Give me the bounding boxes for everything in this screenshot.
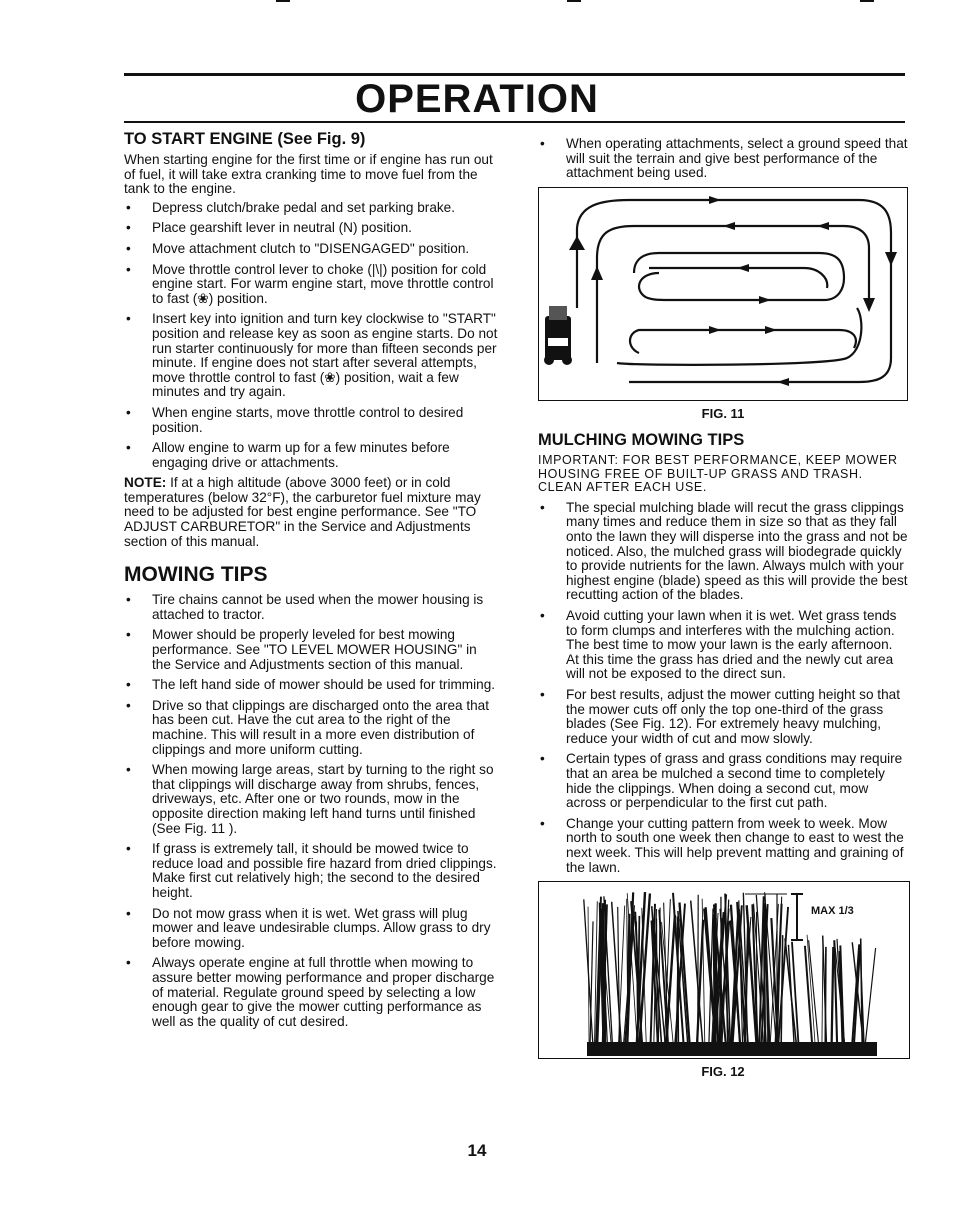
list-item: • Change your cutting pattern from week to week. Mow north to south one week then change to east to west the next week. This will help prevent matting and graining of the lawn. — [538, 817, 908, 875]
title-underline — [124, 121, 905, 123]
list-item: • The special mulching blade will recut the grass clippings many times and reduce them in size so that as they fall onto the lawn they will disperse into the grass and not be noticed. Also, the mulched grass will biodegrade quickly to provide nutrients for the lawn. Always mulch with your highest engine (blade) speed as this will provide the best recutting action of the blades. — [538, 501, 908, 603]
fig12-grass-height — [538, 881, 910, 1059]
start-engine-list — [124, 201, 499, 471]
max-one-third-label: MAX 1/3 — [811, 905, 854, 918]
list-item: • Place gearshift lever in neutral (N) position. — [124, 221, 499, 236]
list-item: • Mower should be properly leveled for best mowing performance. See "TO LEVEL MOWER HOUSING" in the Service and Adjustments section of this manual. — [124, 628, 499, 672]
attachment-list — [538, 137, 908, 181]
note-label: NOTE: — [124, 475, 167, 491]
mulching-tips-heading: MULCHING MOWING TIPS — [538, 431, 745, 450]
list-item: • When engine starts, move throttle control to desired position. — [124, 406, 499, 435]
list-item: • Certain types of grass and grass conditions may require that an area be mulched a second time to completely hide the clippings. When doing a second cut, mow across or perpendicular to the first cut path. — [538, 752, 908, 810]
list-item: • Depress clutch/brake pedal and set parking brake. — [124, 201, 499, 216]
note-text: If at a high altitude (above 3000 feet) or in cold temperatures (below 32°F), the carburetor fuel mixture may need to be adjusted for best engine performance. See "TO ADJUST CARBURETOR" in the Service and Adjustments section of this manual. — [124, 475, 481, 549]
fig12-caption: FIG. 12 — [701, 1064, 745, 1080]
list-item: • Always operate engine at full throttle when mowing to assure better mowing performance and proper discharge of material. Regulate ground speed by selecting a low enough gear to give the mower cutting performance as well as the quality of cut desired. — [124, 956, 499, 1029]
mulching-tips-list — [538, 501, 908, 875]
note-paragraph — [124, 476, 499, 549]
tractor-icon — [544, 306, 572, 365]
start-engine-intro: When starting engine for the first time or if engine has run out of fuel, it will take extra cranking time to move fuel from the tank to the engine. — [124, 152, 493, 197]
top-rule — [124, 73, 905, 76]
scan-mark — [860, 0, 874, 2]
scan-mark — [567, 0, 581, 2]
list-item: • When operating attachments, select a ground speed that will suit the terrain and give best performance of the attachment being used. — [538, 137, 908, 181]
list-item: • Move attachment clutch to "DISENGAGED" position. — [124, 242, 499, 257]
list-item: • For best results, adjust the mower cutting height so that the mower cuts off only the top one-third of the grass blades (See Fig. 12). For extremely heavy mulching, reduce your width of cut and mow slowly. — [538, 688, 908, 746]
start-engine-heading: TO START ENGINE (See Fig. 9) — [124, 130, 366, 148]
fig11-caption: FIG. 11 — [701, 405, 745, 421]
page-title: OPERATION — [355, 77, 599, 121]
list-item: • Move throttle control lever to choke (|\|) position for cold engine start. For warm engine start, move throttle control to fast (❀) position. — [124, 263, 499, 307]
grass-illustration — [539, 882, 909, 1058]
important-notice: IMPORTANT: FOR BEST PERFORMANCE, KEEP MOWER HOUSING FREE OF BUILT-UP GRASS AND TRASH. CLEAN AFTER EACH USE. — [538, 453, 898, 495]
right-column — [538, 137, 908, 1088]
list-item: • The left hand side of mower should be used for trimming. — [124, 678, 499, 693]
list-item: • Drive so that clippings are discharged onto the area that has been cut. Have the cut area to the right of the machine. This will result in a more even distribution of clippings and more uniform cutting. — [124, 699, 499, 757]
list-item: • When mowing large areas, start by turning to the right so that clippings will discharge away from shrubs, fences, driveways, etc. After one or two rounds, mow in the opposite direction making left hand turns until finished (See Fig. 11 ). — [124, 763, 499, 836]
scan-mark — [276, 0, 290, 2]
list-item: • Avoid cutting your lawn when it is wet. Wet grass tends to form clumps and interferes with the mulching action. The best time to mow your lawn is the early afternoon. At this time the grass has dried and the newly cut area will not be exposed to the direct sun. — [538, 609, 908, 682]
list-item: • Insert key into ignition and turn key clockwise to "START" position and release key as soon as engine starts. Do not run starter continuously for more than fifteen seconds per minute. If engine does not start after several attempts, move throttle control to fast (❀) position, wait a few minutes and try again. — [124, 312, 499, 400]
fig11-mowing-pattern — [538, 187, 908, 401]
list-item: • Do not mow grass when it is wet. Wet grass will plug mower and leave undesirable clumps. Allow grass to dry before mowing. — [124, 907, 499, 951]
mowing-tips-list — [124, 593, 499, 1029]
mowing-tips-heading: MOWING TIPS — [124, 563, 268, 587]
list-item: • Allow engine to warm up for a few minutes before engaging drive or attachments. — [124, 441, 499, 470]
list-item: • Tire chains cannot be used when the mower housing is attached to tractor. — [124, 593, 499, 622]
list-item: • If grass is extremely tall, it should be mowed twice to reduce load and possible fire hazard from dried clippings. Make first cut relatively high; the second to the desired height. — [124, 842, 499, 900]
page-number: 14 — [467, 1141, 487, 1160]
mowing-pattern-diagram — [539, 188, 907, 400]
left-column — [124, 130, 499, 1035]
